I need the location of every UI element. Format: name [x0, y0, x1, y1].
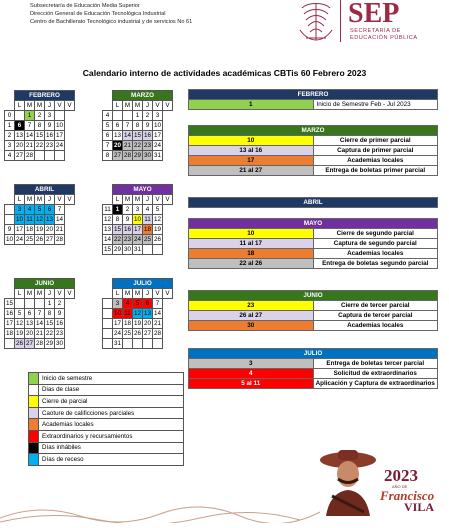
week-number: 3 [5, 141, 15, 151]
week-number: 10 [5, 236, 13, 243]
section-title: MAYO [189, 219, 438, 229]
calendar-abril [4, 184, 75, 245]
activity-description: Cierre de primer parcial [313, 136, 438, 146]
day-cell: 31 [113, 340, 121, 347]
activities-junio [188, 290, 438, 331]
day-cell: 8 [35, 121, 45, 131]
week-number: 8 [103, 151, 113, 161]
day-cell: 16 [55, 320, 63, 327]
week-number: 11 [104, 206, 111, 213]
day-cell: 3 [15, 205, 25, 215]
day-cell: 25 [143, 236, 151, 243]
day-cell [123, 111, 133, 121]
day-cell: 7 [35, 309, 45, 319]
day-cell: 15 [133, 132, 141, 139]
key-label: Caoture de calificciones parciales [39, 407, 184, 419]
day-cell: 25 [25, 236, 33, 243]
week-number: 18 [5, 330, 13, 337]
footer-line1: AÑO DE [392, 484, 408, 489]
day-cell: 13 [25, 320, 33, 327]
day-cell: 8 [45, 309, 55, 319]
key-label: Extraordinarios y recursamientos [39, 430, 184, 442]
day-cell: 18 [143, 226, 151, 233]
day-cell: 24 [55, 142, 63, 149]
day-cell: 11 [124, 310, 131, 317]
activity-description: Cierre de segundo parcial [313, 229, 438, 239]
calendar-month-header: MARZO [113, 91, 173, 101]
day-cell: 28 [35, 340, 43, 347]
day-cell: 6 [45, 205, 55, 215]
weekday-label: V [163, 289, 173, 299]
day-cell [35, 299, 45, 309]
day-cell: 14 [153, 310, 161, 317]
activity-date: 26 al 27 [189, 311, 314, 321]
day-cell: 22 [133, 142, 141, 149]
villa-portrait-icon [318, 446, 378, 516]
day-cell: 6 [113, 121, 123, 131]
activity-description: Inicio de Semestre Feb - Jul 2023 [313, 100, 438, 110]
page-title: Calendario interno de actividades académicas CBTis 60 Febrero 2023 [82, 68, 367, 78]
day-cell: 13 [113, 132, 121, 139]
day-cell [113, 111, 123, 121]
day-cell: 27 [15, 152, 23, 159]
weekday-label: J [45, 289, 55, 299]
day-cell [55, 111, 65, 121]
header-line-1: Subsecretaría de Educación Media Superior [30, 3, 140, 9]
activity-date: 13 al 16 [189, 146, 314, 156]
day-cell: 4 [143, 205, 153, 215]
key-label: Días inhábiles [39, 442, 184, 454]
calendar-marzo [102, 90, 173, 161]
weekday-label: M [25, 101, 35, 111]
weekday-label: M [123, 289, 133, 299]
calendar-julio [102, 278, 173, 349]
weekday-label: M [35, 101, 45, 111]
key-label: Academias locales [39, 419, 184, 431]
day-cell [153, 245, 163, 255]
day-cell [153, 339, 163, 349]
weekday-label: M [25, 289, 35, 299]
calendar-month-header: ABRIL [15, 185, 75, 195]
day-cell: 17 [153, 132, 161, 139]
weekday-label: M [35, 195, 45, 205]
day-cell: 10 [55, 122, 63, 129]
week-number [5, 215, 15, 225]
day-cell: 2 [55, 299, 65, 309]
week-number: 6 [103, 131, 113, 141]
key-swatch [29, 384, 39, 396]
day-cell: 31 [153, 152, 161, 159]
day-cell: 1 [113, 205, 123, 215]
activity-description: Captura de tercer parcial [313, 311, 438, 321]
section-title: JULIO [189, 349, 438, 359]
week-number [103, 329, 113, 339]
day-cell: 9 [45, 121, 55, 131]
day-cell: 10 [15, 216, 23, 223]
activity-description: Solicitud de extraordinarios [313, 369, 438, 379]
key-swatch [29, 442, 39, 454]
day-cell: 9 [55, 309, 65, 319]
sep-logo-sub2: EDUCACIÓN PÚBLICA [350, 35, 418, 41]
sep-logo-text: SEP [348, 0, 400, 29]
day-cell: 7 [153, 299, 163, 309]
day-cell: 21 [25, 142, 33, 149]
activity-description: Academias locales [313, 249, 438, 259]
activity-description: Academias locales [313, 156, 438, 166]
footer-year: 2023 [384, 466, 418, 485]
day-cell: 23 [55, 330, 63, 337]
day-cell: 17 [55, 132, 63, 139]
day-cell: 20 [113, 142, 121, 149]
day-cell: 20 [143, 320, 151, 327]
day-cell: 12 [35, 216, 43, 223]
header-line-3: Centro de Bachillerato Tecnológico industrial y de servicios No 61 [30, 19, 193, 25]
activity-date: 21 al 27 [189, 166, 314, 176]
activities-abril [188, 197, 438, 208]
day-cell: 29 [133, 152, 141, 159]
day-cell: 21 [35, 330, 43, 337]
day-cell: 20 [25, 330, 33, 337]
day-cell: 27 [113, 152, 121, 159]
weekday-label: M [133, 289, 143, 299]
day-cell: 13 [45, 216, 53, 223]
day-cell: 15 [45, 320, 53, 327]
weekday-label: L [113, 289, 123, 299]
weekday-label: J [143, 101, 153, 111]
week-number: 0 [5, 111, 15, 121]
day-cell: 7 [55, 205, 65, 215]
activity-date: 10 [189, 136, 314, 146]
activity-date: 10 [189, 229, 314, 239]
day-cell: 3 [113, 299, 123, 309]
calendar-month-header: MAYO [113, 185, 173, 195]
key-swatch [29, 454, 39, 466]
day-cell: 22 [35, 142, 43, 149]
day-cell: 13 [15, 132, 23, 139]
day-cell: 7 [123, 121, 133, 131]
weekday-label: V [65, 289, 75, 299]
activity-date: 23 [189, 301, 314, 311]
day-cell: 2 [143, 111, 153, 121]
week-number: 4 [103, 111, 113, 121]
day-cell: 28 [55, 236, 63, 243]
day-cell: 30 [55, 340, 63, 347]
day-cell: 29 [113, 246, 121, 253]
activity-description: Academias locales [313, 321, 438, 331]
week-number: 16 [5, 310, 13, 317]
day-cell: 1 [133, 111, 143, 121]
activity-description: Entrega de boletas tercer parcial [313, 359, 438, 369]
section-title: MARZO [189, 126, 438, 136]
key-swatch [29, 373, 39, 385]
color-key [28, 372, 184, 466]
day-cell: 18 [25, 226, 33, 233]
key-label: Inicio de semestre [39, 373, 184, 385]
day-cell: 13 [143, 310, 151, 317]
day-cell: 17 [133, 226, 141, 233]
week-number: 9 [5, 225, 15, 235]
weekday-label: V [163, 101, 173, 111]
weekday-label: V [153, 101, 163, 111]
day-cell: 4 [123, 299, 133, 309]
day-cell: 6 [143, 299, 153, 309]
day-cell: 12 [153, 216, 161, 223]
weekday-label: V [153, 289, 163, 299]
day-cell: 12 [15, 320, 23, 327]
day-cell: 23 [123, 236, 131, 243]
calendar-month-header: JUNIO [15, 279, 75, 289]
day-cell: 24 [133, 236, 141, 243]
activity-date: 30 [189, 321, 314, 331]
day-cell: 19 [15, 330, 23, 337]
day-cell [25, 299, 35, 309]
day-cell: 25 [123, 330, 131, 337]
day-cell: 19 [35, 226, 43, 233]
day-cell: 1 [25, 111, 35, 121]
week-number: 12 [103, 216, 111, 223]
day-cell: 19 [133, 320, 141, 327]
week-number: 17 [5, 320, 13, 327]
weekday-label: J [45, 195, 55, 205]
day-cell [143, 339, 153, 349]
day-cell: 3 [133, 205, 143, 215]
day-cell: 31 [133, 246, 141, 253]
week-number: 13 [103, 226, 111, 233]
day-cell: 21 [55, 226, 63, 233]
sep-logo-sub1: SECRETARÍA DE [350, 28, 401, 34]
day-cell [143, 245, 153, 255]
day-cell: 22 [45, 330, 53, 337]
day-cell: 6 [25, 309, 35, 319]
week-number [5, 339, 15, 349]
key-swatch [29, 407, 39, 419]
activity-description: Entrega de boletas segundo parcial [313, 259, 438, 269]
day-cell: 27 [45, 236, 53, 243]
weekday-label: M [35, 289, 45, 299]
weekday-label: V [153, 195, 163, 205]
week-number: 1 [5, 121, 15, 131]
day-cell [15, 299, 25, 309]
activity-description: Captura de segundo parcial [313, 239, 438, 249]
activity-description: Cierre de tercer parcial [313, 301, 438, 311]
section-title: ABRIL [189, 198, 438, 208]
day-cell: 24 [15, 236, 23, 243]
week-number [5, 205, 15, 215]
section-title: FEBRERO [189, 90, 438, 100]
logo-divider [340, 0, 341, 42]
day-cell: 23 [143, 142, 151, 149]
activity-date: 4 [189, 369, 314, 379]
weekday-label: J [143, 289, 153, 299]
day-cell: 6 [15, 121, 25, 131]
weekday-label: L [113, 195, 123, 205]
day-cell: 26 [15, 340, 23, 347]
activities-febrero [188, 89, 438, 110]
week-number [103, 339, 113, 349]
day-cell [123, 339, 133, 349]
day-cell: 24 [153, 142, 161, 149]
weekday-label: V [55, 101, 65, 111]
day-cell: 28 [123, 152, 131, 159]
day-cell: 5 [15, 309, 25, 319]
day-cell: 26 [35, 236, 43, 243]
day-cell: 11 [144, 216, 151, 223]
activity-description: Aplicación y Captura de extraordinarios [313, 379, 438, 389]
day-cell: 15 [113, 226, 121, 233]
week-number: 15 [103, 246, 111, 253]
weekday-label: J [143, 195, 153, 205]
calendar-mayo [102, 184, 173, 255]
weekday-label: M [25, 195, 35, 205]
week-number [103, 299, 113, 309]
week-number: 4 [5, 151, 15, 161]
day-cell [133, 339, 143, 349]
day-cell: 7 [25, 121, 35, 131]
day-cell: 12 [133, 310, 141, 317]
week-number: 2 [5, 131, 15, 141]
key-swatch [29, 419, 39, 431]
week-number: 15 [5, 300, 13, 307]
weekday-label: V [163, 195, 173, 205]
day-cell: 17 [113, 320, 121, 327]
day-cell: 1 [45, 299, 55, 309]
day-cell: 10 [153, 122, 161, 129]
day-cell: 5 [35, 205, 45, 215]
weekday-label: J [45, 101, 55, 111]
day-cell: 2 [35, 111, 45, 121]
day-cell: 18 [123, 320, 131, 327]
activity-description: Captura de primer parcial [313, 146, 438, 156]
day-cell: 5 [133, 299, 143, 309]
activities-julio [188, 348, 438, 389]
weekday-label: L [15, 289, 25, 299]
day-cell: 8 [133, 121, 143, 131]
day-cell: 14 [25, 132, 33, 139]
calendar-month-header: FEBRERO [15, 91, 75, 101]
day-cell: 21 [153, 320, 161, 327]
activity-date: 22 al 26 [189, 259, 314, 269]
day-cell: 11 [26, 216, 33, 223]
day-cell: 26 [133, 330, 141, 337]
day-cell [35, 151, 45, 161]
day-cell: 20 [15, 142, 23, 149]
weekday-label: V [65, 195, 75, 205]
day-cell: 28 [153, 330, 161, 337]
weekday-label: M [133, 195, 143, 205]
week-number: 5 [103, 121, 113, 131]
day-cell [15, 111, 25, 121]
day-cell: 30 [123, 246, 131, 253]
day-cell: 10 [133, 216, 141, 223]
day-cell: 15 [35, 132, 43, 139]
key-swatch [29, 396, 39, 408]
activity-date: 18 [189, 249, 314, 259]
day-cell: 9 [143, 121, 153, 131]
day-cell: 14 [35, 320, 43, 327]
day-cell: 14 [123, 132, 131, 139]
day-cell: 5 [153, 205, 163, 215]
day-cell: 20 [45, 226, 53, 233]
activity-date: 1 [189, 100, 314, 110]
day-cell: 26 [153, 236, 161, 243]
week-number [103, 309, 113, 319]
weekday-label: V [65, 101, 75, 111]
weekday-label: V [55, 289, 65, 299]
day-cell: 16 [123, 226, 131, 233]
day-cell: 10 [113, 310, 121, 317]
day-cell: 30 [143, 152, 151, 159]
key-label: Cierre de parcial [39, 396, 184, 408]
activities-marzo [188, 125, 438, 176]
day-cell: 23 [45, 142, 53, 149]
section-title: JUNIO [189, 291, 438, 301]
day-cell: 28 [25, 152, 33, 159]
key-label: Días de receso [39, 454, 184, 466]
day-cell: 2 [123, 205, 133, 215]
day-cell: 17 [15, 226, 23, 233]
day-cell: 3 [153, 111, 163, 121]
key-label: Dias de clase [39, 384, 184, 396]
activity-date: 3 [189, 359, 314, 369]
eagle-emblem-icon [296, 0, 336, 44]
weekday-label: M [123, 195, 133, 205]
day-cell: 27 [143, 330, 151, 337]
day-cell: 8 [113, 215, 123, 225]
week-number [103, 319, 113, 329]
activities-mayo [188, 218, 438, 269]
header-line-2: Dirección General de Educación Tecnológica Industrial [30, 11, 166, 17]
day-cell: 3 [45, 111, 55, 121]
week-number: 14 [103, 236, 111, 243]
day-cell [55, 151, 65, 161]
day-cell: 24 [113, 330, 121, 337]
calendar-month-header: JULIO [113, 279, 173, 289]
week-number: 7 [103, 141, 113, 151]
day-cell: 14 [55, 216, 63, 223]
day-cell: 22 [113, 236, 121, 243]
activity-date: 5 al 11 [189, 379, 314, 389]
weekday-label: L [113, 101, 123, 111]
day-cell: 9 [123, 215, 133, 225]
activity-date: 17 [189, 156, 314, 166]
calendar-junio [4, 278, 75, 349]
footer-surname: VILA [404, 500, 435, 514]
day-cell: 4 [25, 205, 35, 215]
day-cell: 16 [143, 132, 151, 139]
weekday-label: M [133, 101, 143, 111]
day-cell: 21 [123, 142, 131, 149]
day-cell: 29 [45, 340, 53, 347]
activity-description: Entrega de boletas primer parcial [313, 166, 438, 176]
weekday-label: V [55, 195, 65, 205]
day-cell: 27 [25, 340, 33, 347]
day-cell [45, 151, 55, 161]
day-cell: 16 [45, 132, 53, 139]
day-cell: 19 [153, 226, 161, 233]
calendar-febrero [4, 90, 75, 161]
weekday-label: L [15, 101, 25, 111]
key-swatch [29, 430, 39, 442]
weekday-label: L [15, 195, 25, 205]
weekday-label: M [123, 101, 133, 111]
activity-date: 11 al 17 [189, 239, 314, 249]
footer-name: Francisco [380, 488, 435, 503]
